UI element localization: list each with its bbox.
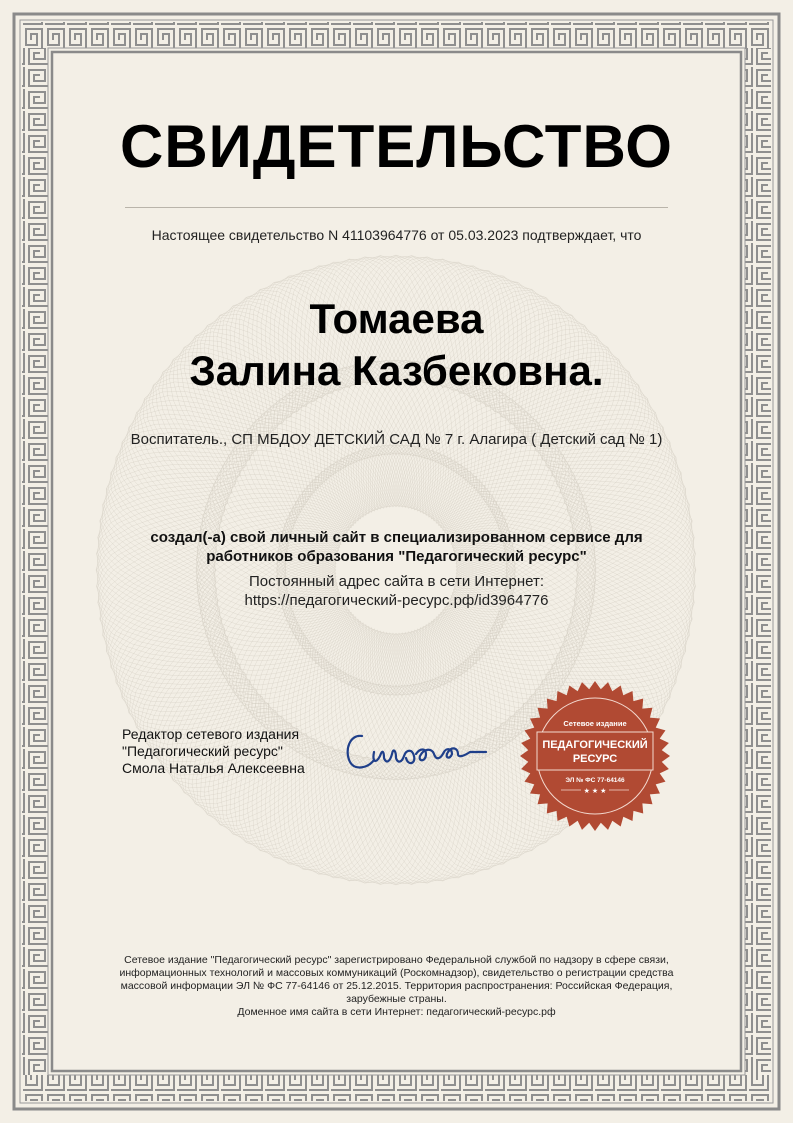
seal-title-line2: РЕСУРС bbox=[572, 753, 618, 765]
certificate-intro: Настоящее свидетельство N 41103964776 от 05.03.2023 подтверждает, что bbox=[151, 227, 642, 243]
seal-reg-number: ЭЛ № ФС 77-64146 bbox=[565, 777, 625, 784]
recipient-position: Воспитатель., СП МБДОУ ДЕТСКИЙ САД № 7 г. Алагира ( Детский сад № 1) bbox=[130, 431, 663, 448]
recipient-name bbox=[0, 293, 793, 397]
editor-block bbox=[122, 726, 342, 777]
editor-publication: "Педагогический ресурс" bbox=[122, 743, 283, 759]
guilloche-line bbox=[276, 450, 516, 690]
registration-notice: Сетевое издание "Педагогический ресурс" зарегистрировано Федеральной службой по надзору в сфере связи, информационных технологий и массовых коммуникаций (Роскомнадзор), свидетельство о регистрации средства массовой информации ЭЛ № ФС 77-64146 от 25.12.2015. Территория распространения: Российская Федерация, зарубежные страны. bbox=[119, 954, 674, 1005]
guilloche-line bbox=[282, 444, 510, 696]
legal-footer bbox=[118, 954, 675, 1019]
achievement-statement: создал(-а) свой личный сайт в специализированном сервисе для работников образования "Педагогический ресурс" bbox=[150, 529, 643, 565]
domain-notice: Доменное имя сайта в сети Интернет: педагогический-ресурс.рф bbox=[237, 1006, 556, 1018]
publisher-seal bbox=[519, 680, 671, 832]
certificate-title: СВИДЕТЕЛЬСТВО bbox=[120, 113, 673, 180]
recipient-surname: Томаева bbox=[309, 295, 484, 342]
seal-title-line1: ПЕДАГОГИЧЕСКИЙ bbox=[542, 739, 648, 751]
title-divider bbox=[125, 207, 668, 208]
site-address-label: Постоянный адрес сайта в сети Интернет: bbox=[248, 573, 545, 590]
seal-stars: ★ ★ ★ bbox=[583, 788, 607, 795]
site-address: https://педагогический-ресурс.рф/id3964776 bbox=[244, 592, 549, 609]
editor-name: Смола Наталья Алексеевна bbox=[122, 760, 305, 776]
seal-top-text: Сетевое издание bbox=[563, 719, 627, 728]
recipient-given-names: Залина Казбековна. bbox=[189, 347, 604, 394]
editor-title: Редактор сетевого издания bbox=[122, 726, 300, 742]
editor-signature bbox=[340, 718, 500, 778]
